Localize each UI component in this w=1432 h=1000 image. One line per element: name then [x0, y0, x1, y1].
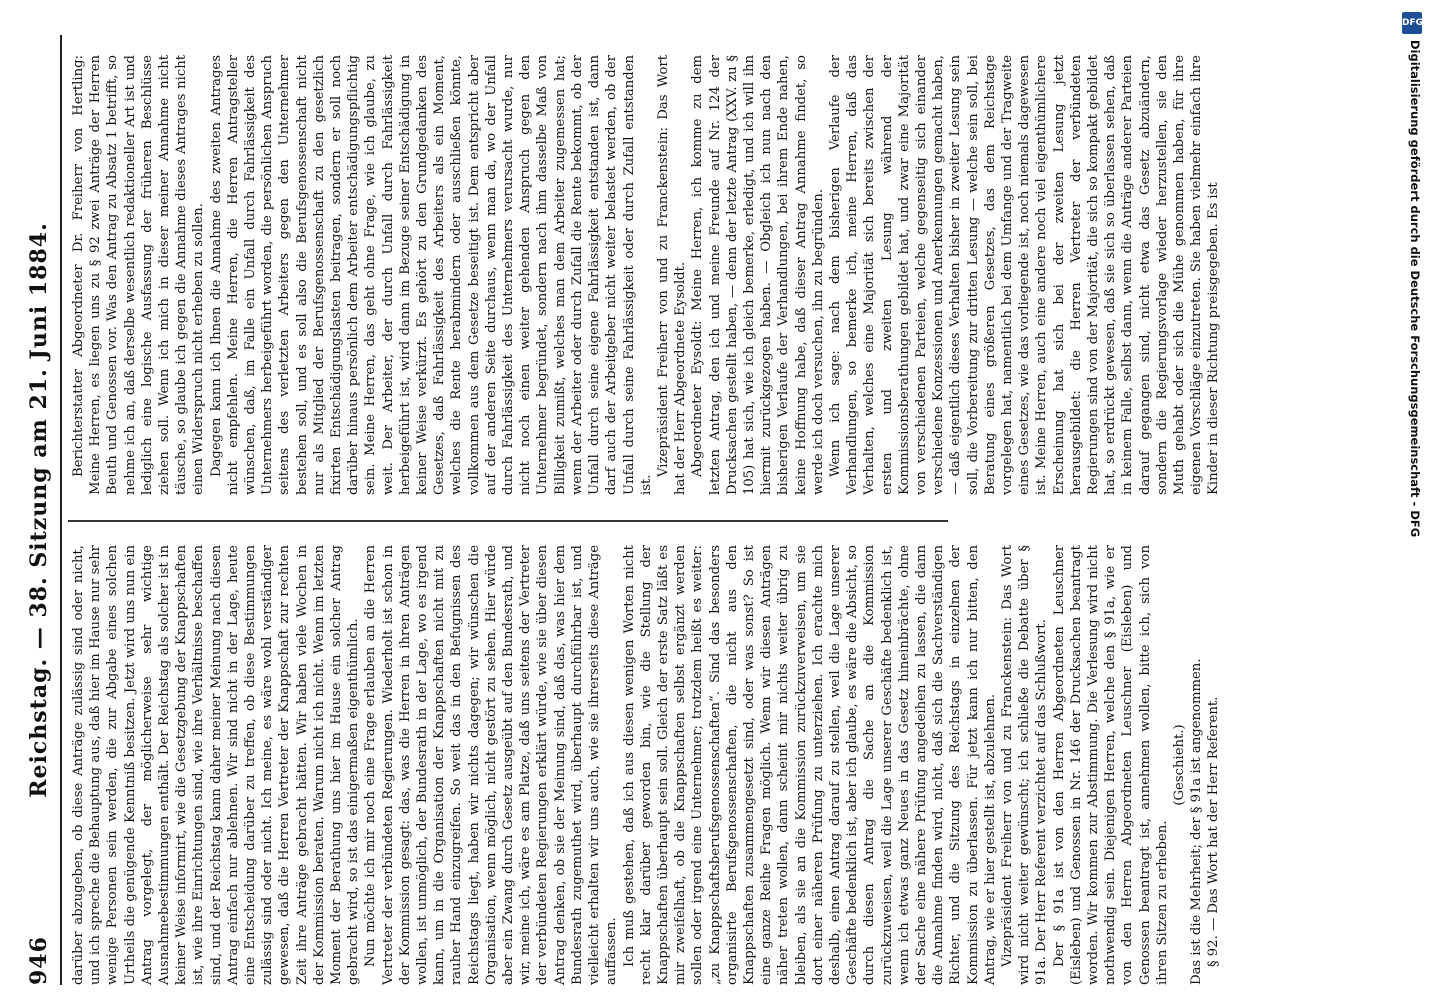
page-title: Reichstag. — 38. Sitzung am 21. Juni 1884. [26, 222, 52, 798]
digitization-credit [1400, 10, 1424, 990]
page-number: 946 [26, 936, 52, 985]
dfg-logo: DFG [1402, 12, 1422, 34]
page-header [20, 35, 62, 985]
paragraph: Wenn ich sage: nach dem bisherigen Verlaufe der Verhandlungen, so bemerke ich, meine Herren, daß das Verhalten, welches eine Majorität sich bereits zwischen der ersten und zweiten Lesung während der Kommissionsberathungen gebildet hat, und zwar eine Majorität von verschiedenen Parteien, welche gegenseitig sich einander verschiedene Konzessionen und Anerkennungen gemacht haben, — daß eigentlich dieses Verhalten bisher in zweiter Lesung sein soll, die Vorbereitung zur dritten Lesung — welche sein soll, bei Beratung eines größeren Gesetzes, das dem Reichstage vorgelegen hat, namentlich bei dem Umfange und der Tragweite eines Gesetzes, wie das vorliegende ist, noch niemals dagewesen ist. Meine Herren, auch eine andere noch viel eigenthümlichere Erscheinung hat sich bei der zweiten Lesung jetzt herausgebildet: die Herren Vertreter der verbündeten Regierungen sind von der Majorität, die sich so kompakt gebildet hat, so erdrückt gewesen, daß sie sich so überlassen sehen, daß in keinem Falle, selbst dann, wenn die Anträge anderer Parteien darauf gegangen sind, nicht etwa das Gesetz abzuändern, sondern die Regierungsvorlage wieder herzustellen, sie den Muth gehabt oder sich die Mühe genommen haben, für ihre eigenen Vorschläge einzutreten. Sie haben vielmehr einfach ihre Kinder in dieser Richtung preisgegeben. Es ist [827, 55, 1222, 495]
paragraph: darüber abzugeben, ob diese Anträge zulässig sind oder nicht, und ich spreche die Behauptung aus, daß hier im Hause nur sehr wenige Personen sein werden, die zur Abgabe eines solchen Urtheils die genügende Kenntniß besitzen. Jetzt wird uns nun ein Antrag vorgelegt, der möglicherweise sehr wichtige Ausnahmebestimmungen enthält. Der Reichstag als solcher ist in keiner Weise informirt, wie die Gesetzgebung der Knappschaften ist, wie ihre Einrichtungen sind, wie ihre Verhältnisse beschaffen sind, und der Reichstag kann daher meiner Meinung nach diesen Antrag einfach nur ablehnen. Wir sind nicht in der Lage, heute eine Entscheidung darüber zu treffen, ob diese Bestimmungen zulässig sind oder nicht. Ich meine, es wäre wohl verständiger gewesen, daß die Herren Vertreter der Knappschaft zur rechten Zeit ihre Anträge gebracht hätten. Wir haben viele Wochen in der Kommission beraten. Warum nicht ich nicht. Wenn im letzten Moment der Berathung uns hier im Hause ein solcher Antrag gebracht wird, so ist das einigermaßen eigenthümlich. [71, 545, 362, 985]
paragraph: Ich muß gestehen, daß ich aus diesen wenigen Worten nicht recht klar darüber geworden bin, wie die Stellung der Knappschaften überhaupt sein soll. Gleich der erste Satz läßt es mir zweifelhaft, ob die Knappschaften selbst ergänzt werden sollen oder irgend eine Unternehmer; trotzdem heißt es weiter: „zu Knappschaftsberufsgenossenschaften“. Sind das besonders organisirte Berufsgenossenschaften, die nicht aus den Knappschaften zusammengesetzt sind, oder was sonst? So ist eine ganze Reihe Fragen möglich. Wenn wir diesen Anträgen näher treten wollen, dann scheint mir nichts weiter übrig zu bleiben, als sie an die Kommission zurückzuverweisen, um sie dort einer näheren Prüfung zu unterziehen. Ich erachte mich deshalb, einen Antrag darauf zu stellen, weil die Lage unserer Geschäfte bedenklich ist, aber ich glaube, es wäre die Absicht, so durch diesen Antrag die Sache an die Kommission zurückzuweisen, weil die Lage unserer Geschäfte bedenklich ist, wenn ich etwas ganz Neues in das Gesetz hineinbrächte, ohne der Sache eine nähere Prüfung angedeihen zu lassen, die dann die Annahme finden wird, nicht, daß sich die Sachverständigen Richter, und die Sitzung des Reichstags in einzelnen der Kommission zu überlassen. Für jetzt kann ich nur bitten, den Antrag, wie er hier gestellt ist, abzulehnen. [621, 545, 998, 985]
paragraph: (Geschieht.) [1172, 724, 1187, 806]
credit-text: Digitalisierung gefördert durch die Deutsche Forschungsgemeinschaft - DFG [1408, 40, 1422, 538]
left-column [70, 545, 1222, 985]
paragraph: Abgeordneter Eysoldt: Meine Herren, ich komme zu dem letzten Antrag, den ich und meine Freunde auf Nr. 124 der Drucksachen gestellt haben, — denn der letzte Antrag (XXV. zu § 105) hat sich, wie ich gleich bemerke, erledigt, und ich will ihn hiermit zurückgezogen haben. — Obgleich ich nun nach den bisherigen Verlaufe der Verhandlungen, bei ihrem Ende nahen, keine Hoffnung habe, daß dieser Antrag Annahme findet, so werde ich doch versuchen, ihn zu begründen. [690, 55, 826, 495]
rotated-newspaper-sheet [20, 35, 1420, 985]
right-column [70, 55, 1222, 495]
paragraph: Das ist die Mehrheit; der § 91a ist angenommen. [1189, 658, 1205, 985]
header-rule [60, 35, 62, 985]
paragraph: Nun möchte ich mir noch eine Frage erlauben an die Herren Vertreter der verbündeten Regierungen. Wiederholt ist schon in der Kommission gesagt: das, was die Herren in ihren Anträgen wollen, ist unmöglich, der Bundesrath in der Lage, wo es irgend kann, um in die Organisation der Knappschaften nicht mit zu rauher Hand einzugreifen. So weit das in den Befugnissen des Reichstags liegt, haben wir nichts dagegen; wir wünschen die Organisation, wenn möglich, nicht gestört zu sehen. Hier würde aber ein Zwang durch Gesetz ausgeübt auf den Bundesrath, und wir, meine ich, wäre es am Platze, daß uns seitens der Vertreter der verbündeten Regierungen erklärt würde, wie sie über diesen Antrag denken, ob sie der Meinung sind, daß das, was hier dem Bundesrath zugemuthet wird, überhaupt durchführbar ist, und vielleicht erhalten wir uns auch, wie sie ihrerseits diese Anträge auffassen. [363, 545, 620, 985]
paragraph: Vizepräsident Freiherr von und zu Franckenstein: Das Wort wird nicht weiter gewünscht; ich schließe die Debatte über § 91a. Der Herr Referent verzichtet auf das Schlußwort. [999, 545, 1050, 985]
paragraph: Dagegen kann ich Ihnen die Annahme des zweiten Antrages nicht empfehlen. Meine Herren, die Herren Antragsteller wünschen, daß, im Falle ein Unfall durch Fahrlässigkeit des Unternehmers herbeigeführt worden, die persönlichen Anspruch seitens des verletzten Arbeiters gegen den Unternehmer bestehen soll, und es soll also die Berufsgenossenschaft nicht nur als Mitglied der Berufsgenossenschaft zu den gesetzlich fixirten Entschädigungslasten beitragen, sondern er soll noch darüber hinaus persönlich dem Arbeiter entschädigungspflichtig sein. Meine Herren, das geht ohne Frage, wie ich glaube, zu weit. Der Arbeiter, der durch Unfall durch Fahrlässigkeit herbeigeführt ist, wird dann im Bezuge seiner Entschädigung in keiner Weise verkürzt. Es gehört zu den Grundgedanken des Gesetzes, daß Fahrlässigkeit des Arbeiters als ein Moment, welches die Rente herabmindern oder ausschließen könnte, vollkommen aus dem Gesetze beseitigt ist. Dem entspricht aber auf der anderen Seite durchaus, wenn man da, wo der Unfall durch Fahrlässigkeit des Unternehmers verursacht wurde, nur nicht noch einen weiter gehenden Anspruch gegen den Unternehmer begründet, sondern nach ihm dasselbe Maß von Billigkeit zumißt, welches man dem Arbeiter zugemessen hat; wenn der Arbeiter oder durch Zufall die Rente bekommt, ob der Unfall durch seine eigene Fahrlässigkeit entstanden ist, dann darf auch der Arbeitgeber nicht weiter belastet werden, ob der Unfall durch seine Fahrlässigkeit oder durch Zufall entstanden ist. [208, 55, 654, 495]
paragraph: Berichterstatter Abgeordneter Dr. Freiherr von Hertling: Meine Herren, es liegen uns zu § 92 zwei Anträge der Herren Beuth und Genossen vor. Was den Antrag zu Absatz 1 betrifft, so nehme ich an, daß derselbe wesentlich redaktioneller Art ist und lediglich eine logische Ausfassung der früheren Beschlüsse ziehen soll. Wenn ich mich in dieser meiner Annahme nicht täusche, so glaube ich gegen die Annahme dieses Antrages nicht einen Widerspruch nicht erheben zu sollen. [71, 55, 207, 495]
paragraph: Der § 91a ist von den Herren Abgeordneten Leuschner (Eisleben) und Genossen in Nr. 146 der Drucksachen beantragt worden. Wir kommen zur Abstimmung. Die Verlesung wird nicht nothwendig sein. Diejenigen Herren, welche den § 91a, wie er von den Herren Abgeordneten Leuschner (Eisleben) und Genossen beantragt ist, annehmen wollen, bitte ich, sich von ihren Sitzen zu erheben. [1051, 545, 1170, 985]
paragraph: Vizepräsident Freiherr von und zu Franckenstein: Das Wort hat der Herr Abgeordnete Eysoldt. [655, 55, 689, 495]
column-divider [68, 520, 948, 522]
paragraph: § 92. — Das Wort hat der Herr Referent. [1206, 696, 1222, 967]
